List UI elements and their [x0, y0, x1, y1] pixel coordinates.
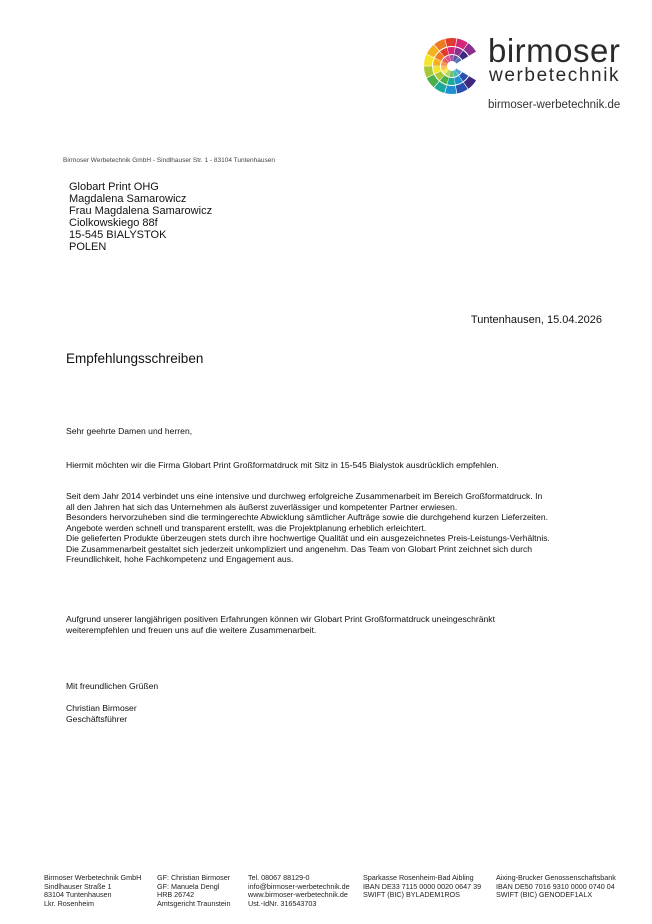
footer-contact	[248, 874, 350, 908]
logo-segment	[447, 47, 455, 54]
footer-line: IBAN DE33 7115 0000 0020 0647 39	[363, 881, 482, 891]
footer-line: Birmoser Werbetechnik GmbH	[44, 873, 142, 882]
recipient-company: Globart Print OHG	[69, 181, 159, 193]
footer-management	[157, 874, 231, 908]
signer-name: Christian Birmoser	[66, 703, 137, 713]
footer-line: Sparkasse Rosenheim-Bad Aibling	[363, 873, 474, 882]
footer-line: Aixing-Brucker Genossenschaftsbank	[496, 873, 616, 882]
paragraph-text: Hiermit möchten wir die Firma Globart Print Großformatdruck mit Sitz in 15-545 Bialystok ausdrücklich empfehlen.	[66, 460, 499, 470]
footer-line: SWIFT (BIC) GENODEF1ALX	[496, 890, 593, 900]
footer-line: Amtsgericht Traunstein	[157, 898, 231, 908]
paragraph-intro	[66, 460, 552, 471]
signer-title: Geschäftsführer	[66, 713, 128, 724]
logo-segment	[445, 85, 456, 94]
logo-segment	[445, 38, 456, 47]
footer-line: 83104 Tuntenhausen	[44, 890, 112, 900]
paragraph-text: Aufgrund unserer langjährigen positiven Erfahrungen können wir Globart Print Großformatdruck uneingeschränkt weiterempfehlen und freuen uns auf die weitere Zusammenarbeit.	[66, 614, 495, 635]
paragraph-conclusion	[66, 614, 552, 635]
footer-line: Ust.-IdNr. 316543703	[248, 898, 317, 908]
recipient-country: POLEN	[69, 241, 107, 253]
paragraph-text: Die gelieferten Produkte überzeugen stets durch ihre hochwertige Qualität und ein ausgezeichnetes Preis-Leistungs-Verhältnis.	[66, 533, 550, 543]
footer-line: GF: Christian Birmoser	[157, 873, 231, 882]
letter-subject: Empfehlungsschreiben	[66, 351, 204, 366]
brand-url: birmoser-werbetechnik.de	[488, 99, 621, 111]
footer-line: SWIFT (BIC) BYLADEM1ROS	[363, 890, 460, 900]
signature-block	[66, 703, 552, 724]
recipient-attention: Frau Magdalena Samarowicz	[69, 205, 213, 217]
paragraph-text: Seit dem Jahr 2014 verbindet uns eine intensive und durchweg erfolgreiche Zusammenarbeit im Bereich Großformatdruck. In all den Jahren hat sich das Unternehmen als äußerst zuverlässiger und kompetenter Partner erwiesen.	[66, 491, 543, 512]
color-wheel-logo-icon	[420, 34, 484, 98]
footer-line: IBAN DE50 7016 9310 0000 0740 04	[496, 881, 615, 891]
brand-name: birmoser	[488, 32, 621, 69]
footer-bank-1	[363, 874, 481, 900]
footer-company	[44, 874, 141, 908]
paragraph-text: Besonders hervorzuheben sind die termingerechte Abwicklung sämtlicher Aufträge sowie die durchgehend kurzen Lieferzeiten. Angebote werden schnell und transparent erstellt, was die Projektplanung erheblich erleichtert.	[66, 512, 549, 533]
salutation: Sehr geehrte Damen und herren,	[66, 426, 193, 436]
recipient-city: 15-545 BIALYSTOK	[69, 229, 167, 241]
footer-bank-2	[496, 874, 616, 900]
footer-line: Lkr. Rosenheim	[44, 898, 94, 908]
paragraph-text: Die Zusammenarbeit gestaltet sich jederzeit unkompliziert und angenehm. Das Team von Globart Print zeichnet sich durch Freundlichkeit, hohe Fachkompetenz und Engagement aus.	[66, 543, 533, 564]
footer-line: info@birmoser-werbetechnik.de	[248, 881, 350, 891]
brand-subtitle: werbetechnik	[489, 65, 621, 86]
logo-segment	[447, 78, 455, 85]
recipient-contact: Magdalena Samarowicz	[69, 193, 187, 205]
footer-line: GF: Manuela Dengl	[157, 881, 220, 891]
footer-line: Tel. 08067 88129-0	[248, 873, 310, 882]
footer-line: HRB 26742	[157, 890, 195, 900]
recipient-address	[69, 181, 212, 253]
closing-phrase: Mit freundlichen Grüßen	[66, 681, 159, 691]
footer-line: Sindlhauser Straße 1	[44, 881, 112, 891]
paragraph-details	[66, 491, 552, 565]
footer-line: www.birmoser-werbetechnik.de	[248, 890, 348, 900]
letter-date: Tuntenhausen, 15.04.2026	[470, 314, 602, 326]
sender-address-line: Birmoser Werbetechnik GmbH - Sindlhauser Str. 1 - 83104 Tuntenhausen	[63, 157, 275, 164]
recipient-street: Ciolkowskiego 88f	[69, 217, 158, 229]
